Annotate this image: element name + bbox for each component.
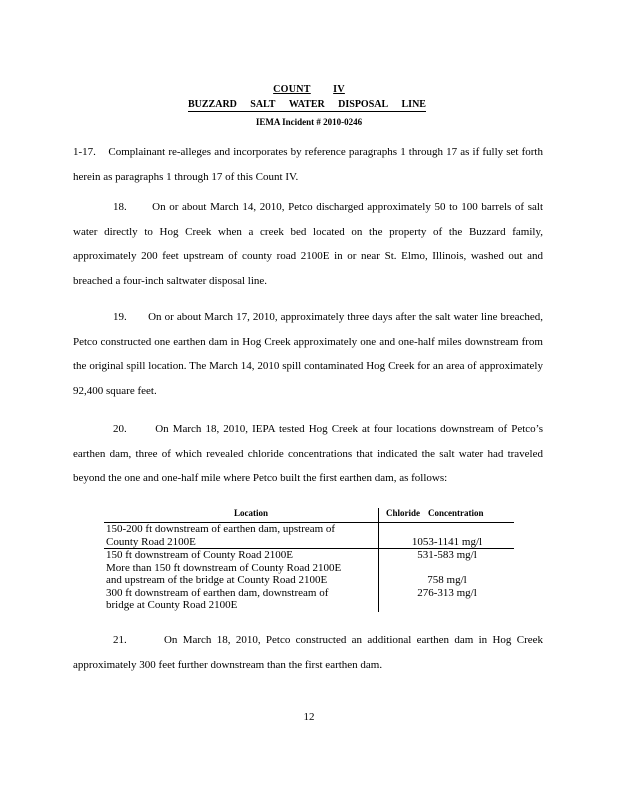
table-row	[104, 523, 514, 549]
location-line: 150 ft downstream of County Road 2100E	[106, 549, 293, 561]
concentration-cell: 758 mg/l	[427, 574, 467, 586]
paragraph-20	[73, 417, 543, 491]
paragraph-text: Complainant re-alleges and incorporates by reference paragraphs 1 through 17 as if fully set forth herein as paragraphs 1 through 17 of this Count IV.	[73, 146, 543, 183]
header-location: Location	[234, 508, 269, 518]
page-number: 12	[303, 711, 315, 723]
paragraph-number: 21.	[113, 634, 127, 646]
title-word: BUZZARD	[188, 99, 237, 110]
count-heading	[0, 84, 618, 95]
location-cell	[104, 549, 368, 562]
location-line: bridge at County Road 2100E	[106, 599, 238, 611]
title-word: SALT	[250, 99, 276, 110]
header-concentration: Concentration	[428, 508, 484, 518]
location-line: More than 150 ft downstream of County Road 2100E	[106, 561, 342, 574]
incident-number: IEMA Incident # 2010-0246	[255, 117, 363, 127]
paragraph-19	[73, 305, 543, 403]
paragraph-21	[73, 628, 543, 677]
title-word: WATER	[288, 99, 325, 110]
paragraph-number: 20.	[113, 423, 127, 435]
paragraph-18	[73, 195, 543, 293]
count-title	[188, 99, 426, 112]
header-chloride: Chloride	[386, 508, 421, 518]
location-cell	[104, 562, 368, 587]
location-line: 150-200 ft downstream of earthen dam, upstream of	[106, 523, 336, 535]
location-cell	[104, 587, 368, 612]
table-header	[104, 508, 514, 523]
location-line: 300 ft downstream of earthen dam, downstream of	[106, 586, 329, 599]
count-label: COUNT	[273, 84, 311, 95]
concentration-cell: 1053-1141 mg/l	[411, 535, 483, 548]
paragraph-number: 1-17.	[73, 146, 96, 158]
location-line: County Road 2100E	[106, 535, 196, 548]
paragraph-text: On or about March 17, 2010, approximately three days after the salt water line breached, Petco constructed one earthen dam in Hog Creek approximately one and one-half miles downstream from the original spill location. The March 14, 2010 spill contaminated Hog Creek for an area of approximately 92,400 square feet.	[73, 311, 543, 397]
paragraph-1-17	[73, 140, 543, 189]
chloride-table	[104, 508, 514, 612]
concentration-cell: 531-583 mg/l	[417, 549, 477, 561]
location-line: and upstream of the bridge at County Road 2100E	[106, 574, 328, 586]
table-row	[104, 587, 514, 612]
title-word: DISPOSAL	[338, 99, 389, 110]
table-row	[104, 549, 514, 562]
paragraph-number: 18.	[113, 201, 127, 213]
paragraph-text: On or about March 14, 2010, Petco discharged approximately 50 to 100 barrels of salt water directly to Hog Creek when a creek bed located on the property of the Buzzard family, approximately 200 feet upstream of county road 2100E in or near St. Elmo, Illinois, washed out and breached a four-inch saltwater disposal line.	[73, 201, 543, 287]
count-number: IV	[333, 84, 345, 95]
concentration-cell: 276-313 mg/l	[417, 586, 477, 599]
location-cell	[104, 523, 368, 548]
paragraph-number: 19.	[113, 311, 127, 323]
table-row	[104, 562, 514, 587]
paragraph-text: On March 18, 2010, IEPA tested Hog Creek at four locations downstream of Petco’s earthen dam, three of which revealed chloride concentrations that indicated the salt water had traveled beyond the one and one-half mile where Petco built the first earthen dam, as follows:	[73, 423, 544, 484]
title-word: LINE	[401, 99, 426, 110]
paragraph-text: On March 18, 2010, Petco constructed an additional earthen dam in Hog Creek approximately 300 feet further downstream than the first earthen dam.	[73, 634, 543, 671]
